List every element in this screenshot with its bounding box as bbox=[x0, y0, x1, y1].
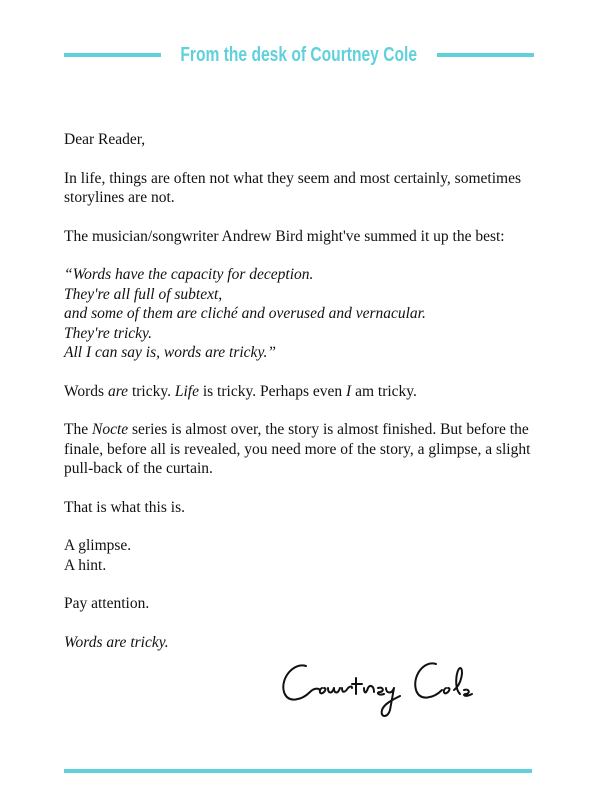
quote-line: They're all full of subtext, bbox=[64, 285, 223, 303]
header-rule-right bbox=[437, 53, 534, 57]
paragraph-this-is: That is what this is. bbox=[64, 498, 185, 516]
paragraph-tricky: Words are tricky. Life is tricky. Perhaps even I am tricky. bbox=[64, 382, 417, 400]
signature-image bbox=[276, 648, 516, 728]
paragraph-attention: Pay attention. bbox=[64, 595, 150, 612]
header-rule-left bbox=[64, 53, 161, 57]
quote-line: All I can say is, words are tricky.” bbox=[64, 344, 276, 361]
letterhead bbox=[64, 40, 534, 70]
quote-line: and some of them are cliché and overused and vernacular. bbox=[64, 305, 426, 322]
quote-line: “Words have the capacity for deception. bbox=[64, 266, 314, 283]
paragraph-intro: In life, things are often not what they seem and most certainly, sometimes storylines are not. bbox=[64, 169, 521, 206]
paragraph-closing: Words are tricky. bbox=[64, 633, 169, 651]
quote-block bbox=[64, 265, 544, 363]
paragraph-series: The Nocte series is almost over, the story is almost finished. But before the finale, before all is revealed, you need more of the story, a glimpse, a slight pull-back of the curtain. bbox=[64, 421, 531, 477]
paragraph-musician: The musician/songwriter Andrew Bird might've summed it up the best: bbox=[64, 227, 505, 245]
footer-rule bbox=[64, 769, 532, 773]
letter-body bbox=[64, 130, 544, 671]
quote-line: They're tricky. bbox=[64, 324, 152, 342]
letterhead-title: From the desk of Courtney Cole bbox=[180, 43, 418, 66]
paragraph-glimpse: A glimpse. A hint. bbox=[64, 537, 132, 574]
salutation: Dear Reader, bbox=[64, 131, 146, 148]
